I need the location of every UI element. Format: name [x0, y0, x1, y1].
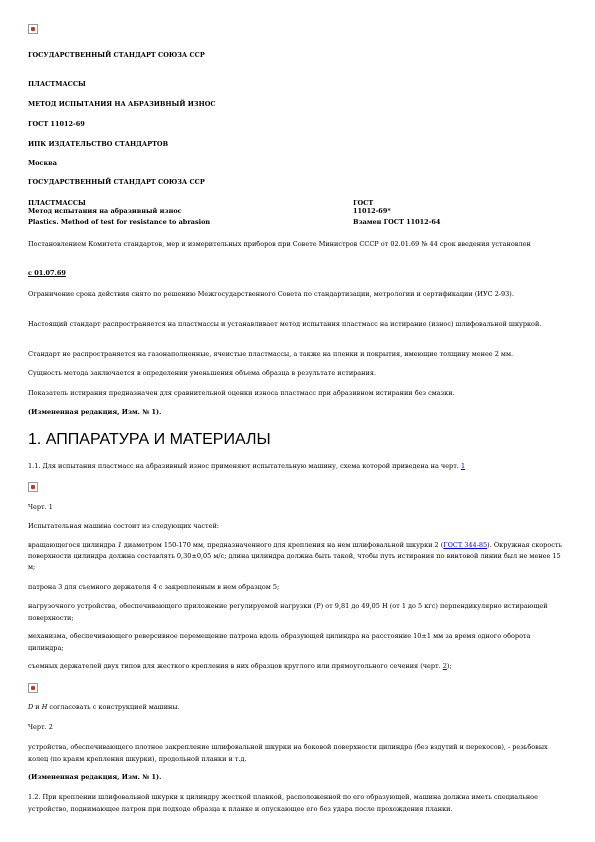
title-block-gost: ГОСТ	[353, 199, 374, 207]
dh-note-d: D	[28, 703, 34, 711]
holders-text-a: съемных держателей двух типов для жесткого крепления в них образцов круглого или прямоугольного сечения (черт.	[28, 662, 443, 670]
drawing-1-link[interactable]: 1	[460, 462, 466, 470]
state-standard-heading: ГОСУДАРСТВЕННЫЙ СТАНДАРТ СОЮЗА ССР	[28, 51, 205, 59]
gost-number: ГОСТ 11012-69	[28, 120, 85, 128]
loading-paragraph: нагрузочного устройства, обеспечивающего приложение регулируемой нагрузки (P) от 9,81 до 49,05 Н (от 1 до 5 кгс) перпендикулярно истирающей поверхности;	[28, 602, 548, 622]
dh-note-text: согласовать с конструкцией машины.	[47, 703, 180, 711]
machine-parts-paragraph: Испытательная машина состоит из следующих частей:	[28, 522, 219, 530]
city: Москва	[28, 159, 57, 167]
plastics-heading: ПЛАСТМАССЫ	[28, 80, 86, 88]
dh-note	[28, 701, 568, 714]
essence-paragraph: Сущность метода заключается в определении уменьшения объема образца в результате истирания.	[28, 369, 377, 377]
title-block-method: Метод испытания на абразивный износ	[28, 207, 182, 215]
drawing-2-caption: Черт. 2	[28, 723, 53, 731]
decree-paragraph: Постановлением Комитета стандартов, мер и измерительных приборов при Совете Министров СССР от 02.01.69 № 44 срок введения установлен	[28, 240, 531, 248]
cylinder-text-c: ). Окружная скорость поверхности цилиндра должна составлять 0,30±0,05 м/с; длина цилиндра должна быть такой, чтобы путь истирания по винтовой линии был не менее 15 м;	[28, 541, 563, 571]
paragraph-1-2: 1.2. При креплении шлифовальной шкурки к цилиндру жесткой планкой, расположенной по его образующей, машина должна иметь специальное устройство, поднимающее патрон при подходе образца к планке и опускающее его без удара после прохождения планки.	[28, 793, 538, 813]
paragraph-1-1-text: 1.1. Для испытания пластмасс на абразивный износ применяют испытательную машину, схема которой приведена на черт.	[28, 462, 461, 470]
cylinder-paragraph	[28, 540, 568, 573]
effective-date: с 01.07.69	[28, 269, 66, 277]
gost-344-link[interactable]: ГОСТ 344-85	[443, 541, 488, 549]
state-standard-heading-2: ГОСУДАРСТВЕННЫЙ СТАНДАРТ СОЮЗА ССР	[28, 178, 205, 186]
publisher: ИПК ИЗДАТЕЛЬСТВО СТАНДАРТОВ	[28, 140, 169, 148]
title-block-number: 11012-69*	[353, 207, 391, 215]
title-block-replaces: Взамен ГОСТ 11012-64	[353, 218, 441, 226]
holders-paragraph	[28, 660, 568, 673]
scope-paragraph: Настоящий стандарт распространяется на пластмассы и устанавливает метод испытания пластмасс на истирание (износ) шлифовальной шкуркой.	[28, 320, 542, 328]
indicator-paragraph: Показатель истирания предназначен для сравнительной оценки износа пластмасс при абразивном истирании без смазки.	[28, 389, 455, 397]
mechanism-paragraph: механизма, обеспечивающего реверсивное перемещение патрона вдоль образующей цилиндра на расстояние 10±1 мм за время одного оборота цилиндра;	[28, 632, 531, 652]
device-paragraph: устройства, обеспечивающего плотное закрепление шлифовальной шкурки на боковой поверхности цилиндра (без вздутий и перекосов), - резьбовых колец (по краям крепления шкурки), продольной планки и т.д.	[28, 743, 548, 763]
drawing-2-link[interactable]: 2	[442, 662, 447, 670]
holder-paragraph: патрона 3 для съемного держателя 4 с закрепленным в нем образцом 5;	[28, 583, 280, 591]
revision-note-2: (Измененная редакция, Изм. № 1).	[28, 773, 162, 781]
cylinder-number: 1	[117, 541, 122, 549]
paragraph-1-1	[28, 460, 568, 473]
drawing-1-broken-image-icon	[28, 482, 38, 492]
broken-image-icon	[28, 24, 38, 34]
title-block-english: Plastics. Method of test for resistance to abrasion	[28, 218, 211, 226]
dh-note-and: и	[33, 703, 42, 711]
revision-note-1: (Измененная редакция, Изм. № 1).	[28, 408, 162, 416]
dh-note-h: H	[41, 703, 48, 711]
drawing-2-broken-image-icon	[28, 683, 38, 693]
not-applicable-paragraph: Стандарт не распространяется на газонаполненные, ячеистые пластмассы, а также на пленки и покрытия, имеющие толщину менее 2 мм.	[28, 350, 514, 358]
title-block	[28, 197, 568, 233]
method-title: МЕТОД ИСПЫТАНИЯ НА АБРАЗИВНЫЙ ИЗНОС	[28, 100, 216, 108]
cylinder-text-b: диаметром 150-170 мм, предназначенного для крепления на нем шлифовальной шкурки 2 (	[121, 541, 444, 549]
drawing-1-caption: Черт. 1	[28, 503, 53, 511]
section-heading: 1. АППАРАТУРА И МАТЕРИАЛЫ	[28, 431, 271, 448]
limitation-paragraph: Ограничение срока действия снято по решению Межгосударственного Совета по стандартизации, метрологии и сертификации (ИУС 2-93).	[28, 290, 514, 298]
cylinder-text-a: вращающегося цилиндра	[28, 541, 118, 549]
holders-text-b: );	[446, 662, 452, 670]
title-block-plastics: ПЛАСТМАССЫ	[28, 199, 86, 207]
